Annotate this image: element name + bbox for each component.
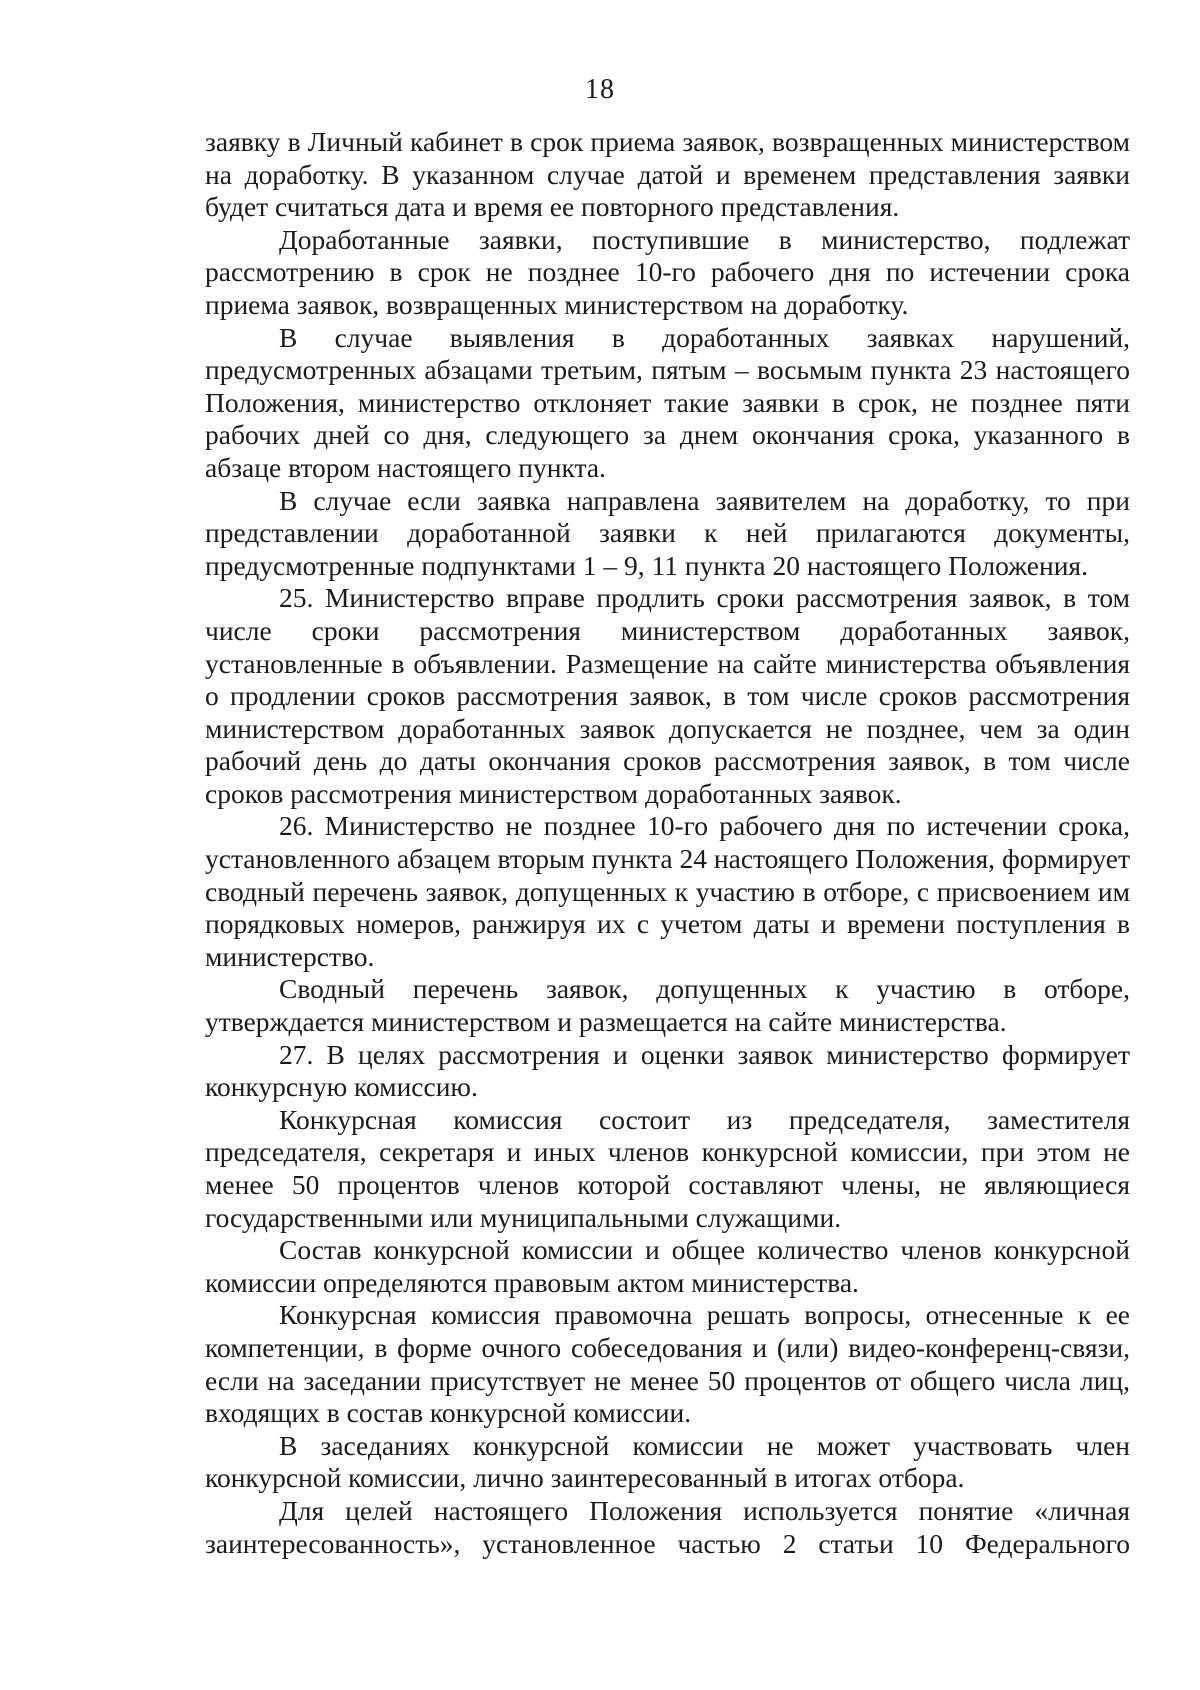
paragraph-item-25: 25. Министерство вправе продлить сроки рассмотрения заявок, в том числе сроки рассмотрения министерством доработанных заявок, установленные в объявлении. Размещение на сайте министерства объявления о продлении сроков рассмотрения заявок, в том числе сроков рассмотрения министерством доработанных заявок допускается не позднее, чем за один рабочий день до даты окончания сроков рассмотрения заявок, в том числе сроков рассмотрения министерством доработанных заявок.: [205, 582, 1130, 809]
page-number: 18: [585, 74, 615, 105]
paragraph: Конкурсная комиссия состоит из председателя, заместителя председателя, секретаря и иных членов конкурсной комиссии, при этом не менее 50 процентов членов которой составляют члены, не являющиеся государственными или муниципальными служащими.: [205, 1103, 1130, 1233]
paragraph-item-27: 27. В целях рассмотрения и оценки заявок министерство формирует конкурсную комиссию.: [205, 1038, 1130, 1103]
paragraph-continuation: заявку в Личный кабинет в срок приема заявок, возвращенных министерством на доработку. В указанном случае датой и временем представления заявки будет считаться дата и время ее повторного представления.: [205, 126, 1130, 223]
paragraph: В заседаниях конкурсной комиссии не может участвовать член конкурсной комиссии, лично заинтересованный в итогах отбора.: [205, 1429, 1130, 1494]
paragraph-item-26: 26. Министерство не позднее 10-го рабочего дня по истечении срока, установленного абзацем вторым пункта 24 настоящего Положения, формирует сводный перечень заявок, допущенных к участию в отборе, с присвоением им порядковых номеров, ранжируя их с учетом даты и времени поступления в министерство.: [205, 810, 1130, 972]
paragraph: Сводный перечень заявок, допущенных к участию в отборе, утверждается министерством и размещается на сайте министерства.: [205, 973, 1130, 1038]
paragraph: В случае выявления в доработанных заявках нарушений, предусмотренных абзацами третьим, пятым – восьмым пункта 23 настоящего Положения, министерство отклоняет такие заявки в срок, не позднее пяти рабочих дней со дня, следующего за днем окончания срока, указанного в абзаце втором настоящего пункта.: [205, 321, 1130, 483]
paragraph: Доработанные заявки, поступившие в министерство, подлежат рассмотрению в срок не позднее 10-го рабочего дня по истечении срока приема заявок, возвращенных министерством на доработку.: [205, 223, 1130, 320]
document-body: [205, 126, 1130, 1560]
paragraph: Конкурсная комиссия правомочна решать вопросы, отнесенные к ее компетенции, в форме очного собеседования и (или) видео-конференц-связи, если на заседании присутствует не менее 50 процентов от общего числа лиц, входящих в состав конкурсной комиссии.: [205, 1299, 1130, 1429]
paragraph-continued: Для целей настоящего Положения используется понятие «личная заинтересованность», установленное частью 2 статьи 10 Федерального: [205, 1494, 1130, 1559]
paragraph: Состав конкурсной комиссии и общее количество членов конкурсной комиссии определяются правовым актом министерства.: [205, 1234, 1130, 1298]
paragraph: В случае если заявка направлена заявителем на доработку, то при представлении доработанной заявки к ней прилагаются документы, предусмотренные подпунктами 1 – 9, 11 пункта 20 настоящего Положения.: [205, 484, 1130, 581]
